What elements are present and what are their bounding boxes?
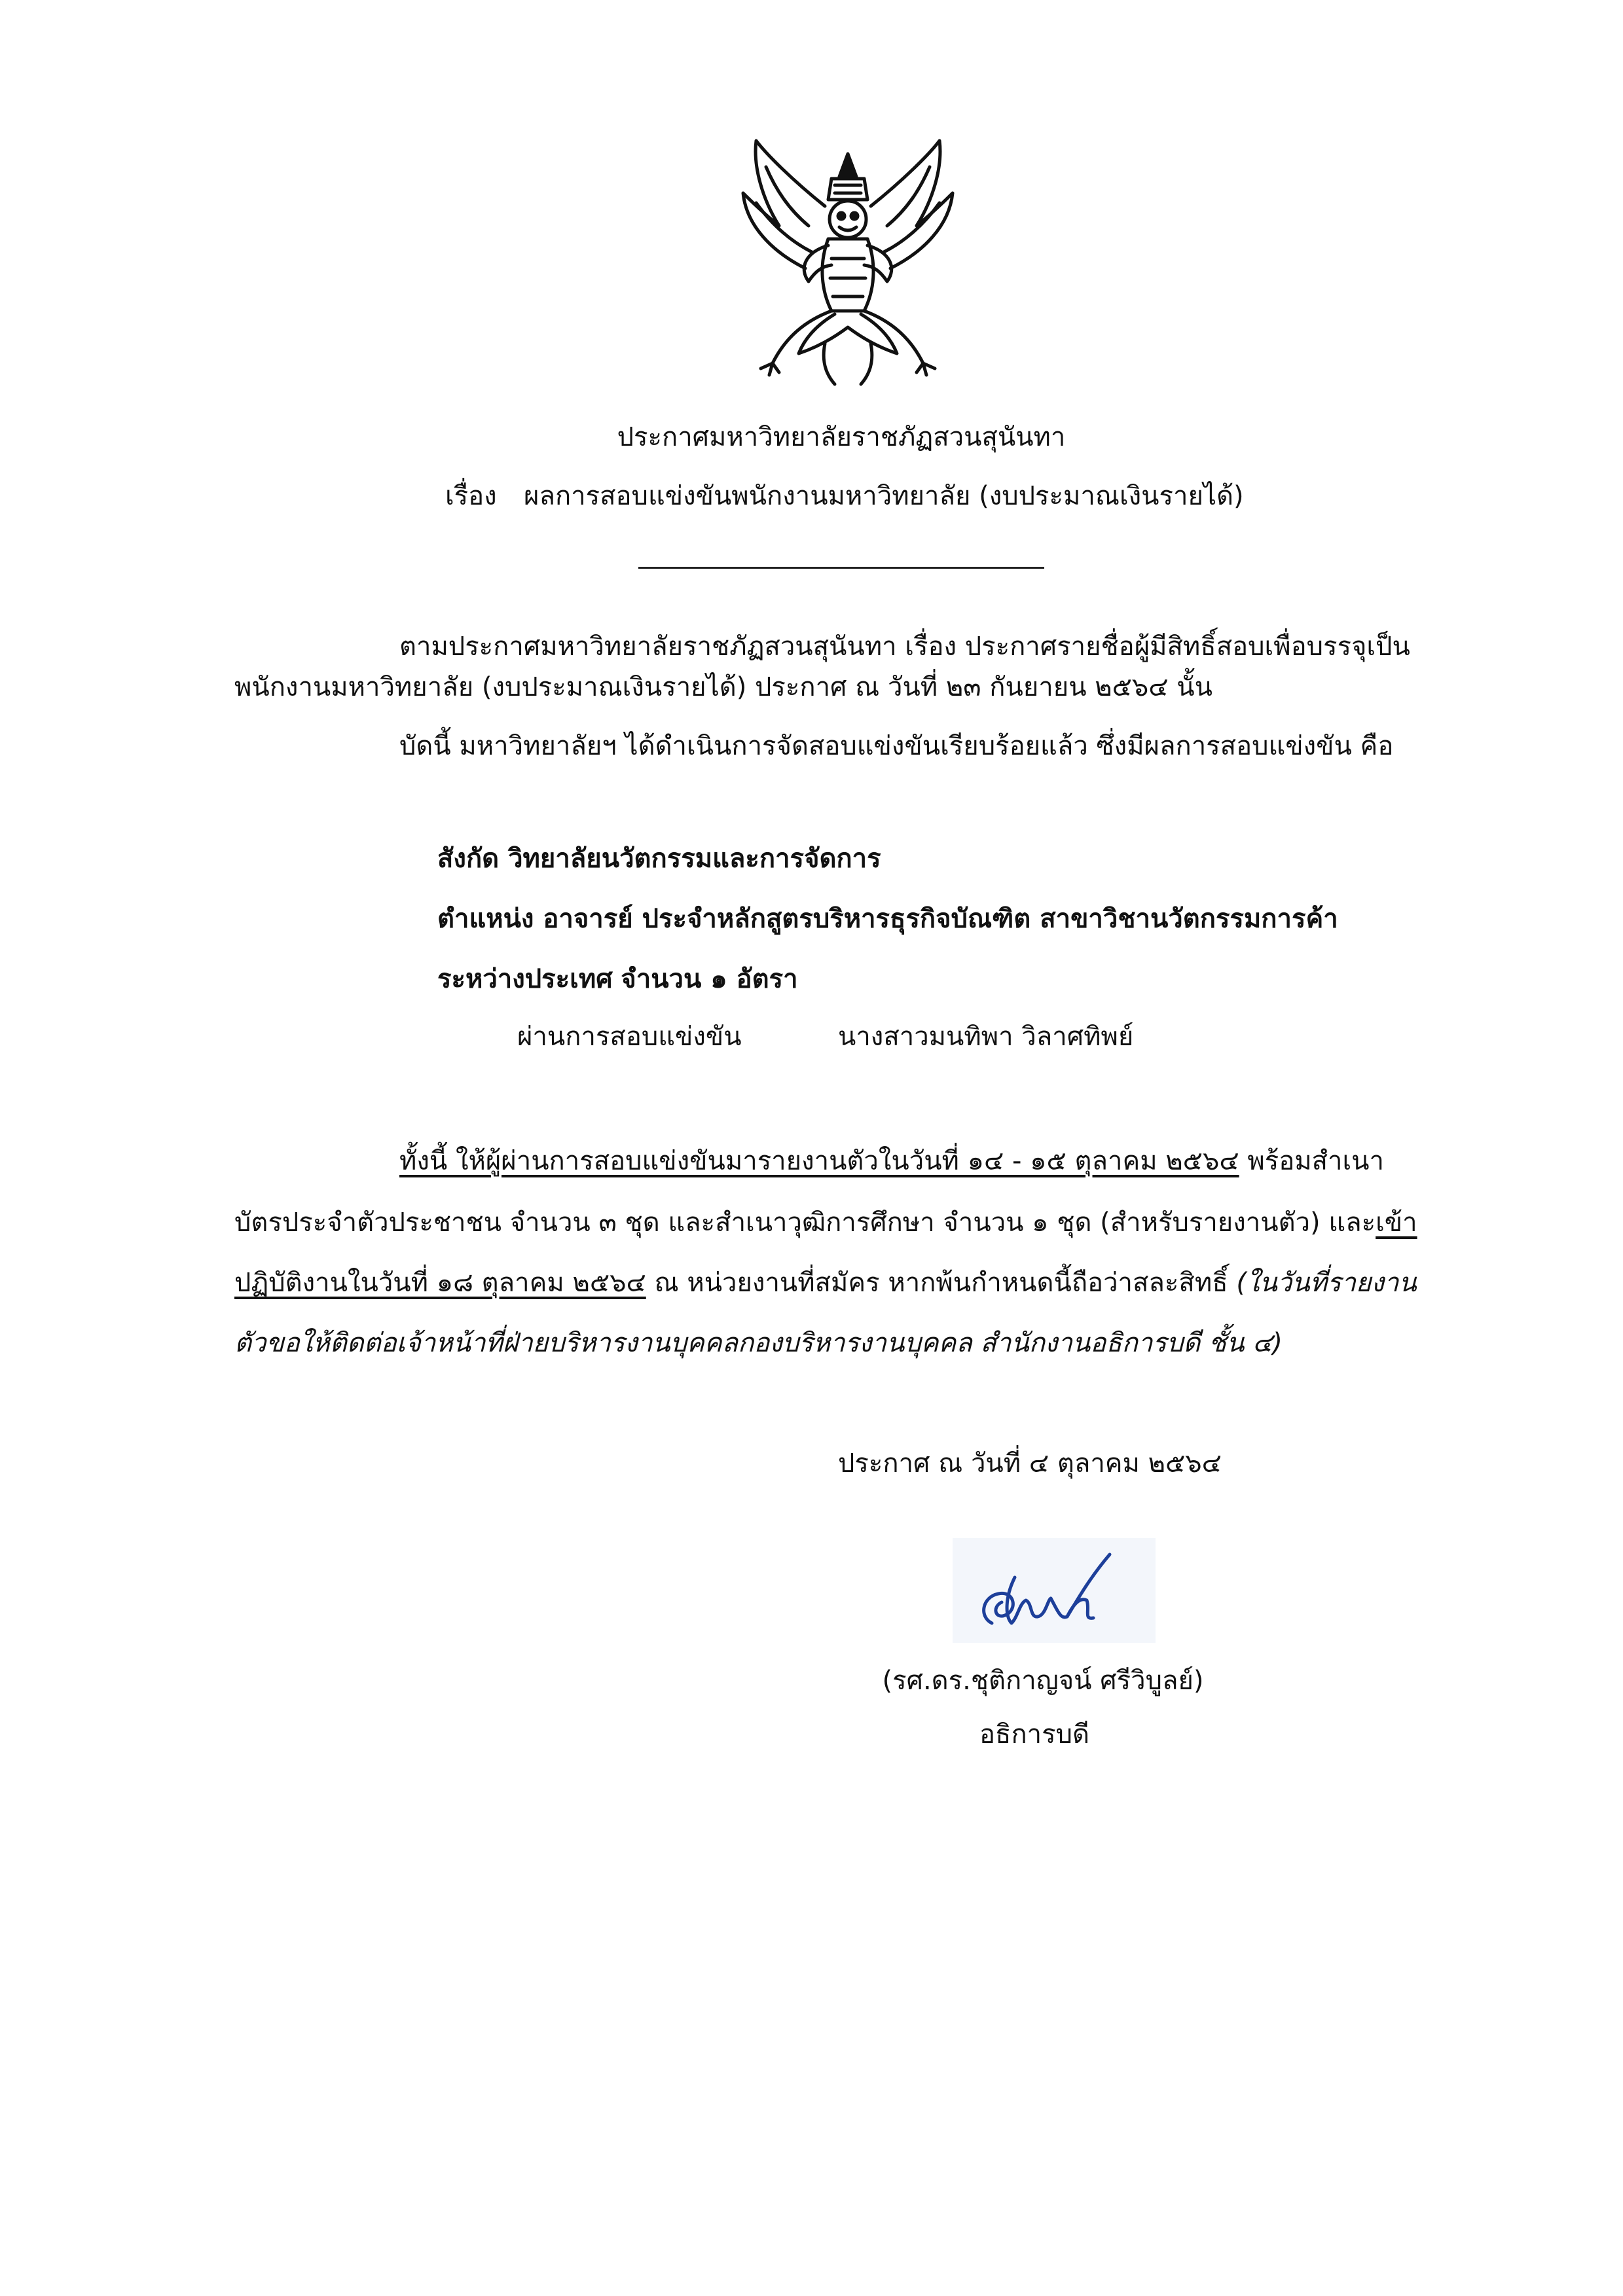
instruction-line-4: ตัวขอให้ติดต่อเจ้าหน้าที่ฝ่ายบริหารงานบุคคลกองบริหารงานบุคคล สำนักงานอธิการบดี ชั้น ๔) (234, 1328, 1283, 1358)
instruction-line-3 (234, 1270, 1417, 1296)
instruction-line-2 (234, 1210, 1417, 1236)
signatory-title: อธิการบดี (979, 1719, 1089, 1749)
report-dates: ทั้งนี้ ให้ผู้ผ่านการสอบแข่งขันมารายงานตัวในวันที่ ๑๔ - ๑๕ ตุลาคม ๒๕๖๔ (399, 1146, 1239, 1176)
signatory-name: (รศ.ดร.ชุติกาญจน์ ศรีวิบูลย์) (882, 1666, 1204, 1696)
instruction-line-1-rest: พร้อมสำเนา (1239, 1146, 1384, 1176)
intro-line-1: ตามประกาศมหาวิทยาลัยราชภัฏสวนสุนันทา เรื่อง ประกาศรายชื่อผู้มีสิทธิ์สอบเพื่อบรรจุเป็น (399, 632, 1410, 662)
instruction-line-1 (399, 1148, 1384, 1174)
header-divider (638, 567, 1044, 569)
garuda-emblem (727, 128, 969, 389)
instruction-line-3-italic: (ในวันที่รายงาน (1236, 1268, 1417, 1298)
position-title-line-2a: ระหว่างประเทศ (437, 964, 613, 994)
instruction-line-3-text: ณ หน่วยงานที่สมัคร หากพ้นกำหนดนี้ถือว่าสละสิทธิ์ (646, 1268, 1237, 1298)
position-quota: จำนวน ๑ อัตรา (621, 964, 798, 994)
announcement-date: ประกาศ ณ วันที่ ๔ ตุลาคม ๒๕๖๔ (838, 1448, 1222, 1479)
result-name: นางสาวมนทิพา วิลาศทิพย์ (838, 1022, 1134, 1052)
intro-line-3: บัดนี้ มหาวิทยาลัยฯ ได้ดำเนินการจัดสอบแข่งขันเรียบร้อยแล้ว ซึ่งมีผลการสอบแข่งขัน คือ (399, 731, 1394, 761)
subject-text: ผลการสอบแข่งขันพนักงานมหาวิทยาลัย (งบประมาณเงินรายได้) (524, 481, 1244, 511)
announcement-title: ประกาศมหาวิทยาลัยราชภัฏสวนสุนันทา (617, 422, 1066, 452)
result-label: ผ่านการสอบแข่งขัน (517, 1022, 742, 1052)
position-title-line-2 (437, 966, 798, 992)
start-work-date: ปฏิบัติงานในวันที่ ๑๘ ตุลาคม ๒๕๖๔ (234, 1268, 646, 1298)
position-title-line-1: ตำแหน่ง อาจารย์ ประจำหลักสูตรบริหารธุรกิจบัณฑิต สาขาวิชานวัตกรรมการค้า (437, 904, 1338, 934)
signature (953, 1538, 1156, 1643)
instruction-line-2-underlined: เข้า (1376, 1208, 1417, 1238)
instruction-line-2-text: บัตรประจำตัวประชาชน จำนวน ๓ ชุด และสำเนาวุฒิการศึกษา จำนวน ๑ ชุด (สำหรับรายงานตัว) และ (234, 1208, 1376, 1238)
department: สังกัด วิทยาลัยนวัตกรรมและการจัดการ (437, 844, 881, 874)
subject-label: เรื่อง (445, 481, 497, 511)
intro-line-2: พนักงานมหาวิทยาลัย (งบประมาณเงินรายได้) ประกาศ ณ วันที่ ๒๓ กันยายน ๒๕๖๔ นั้น (234, 672, 1213, 702)
